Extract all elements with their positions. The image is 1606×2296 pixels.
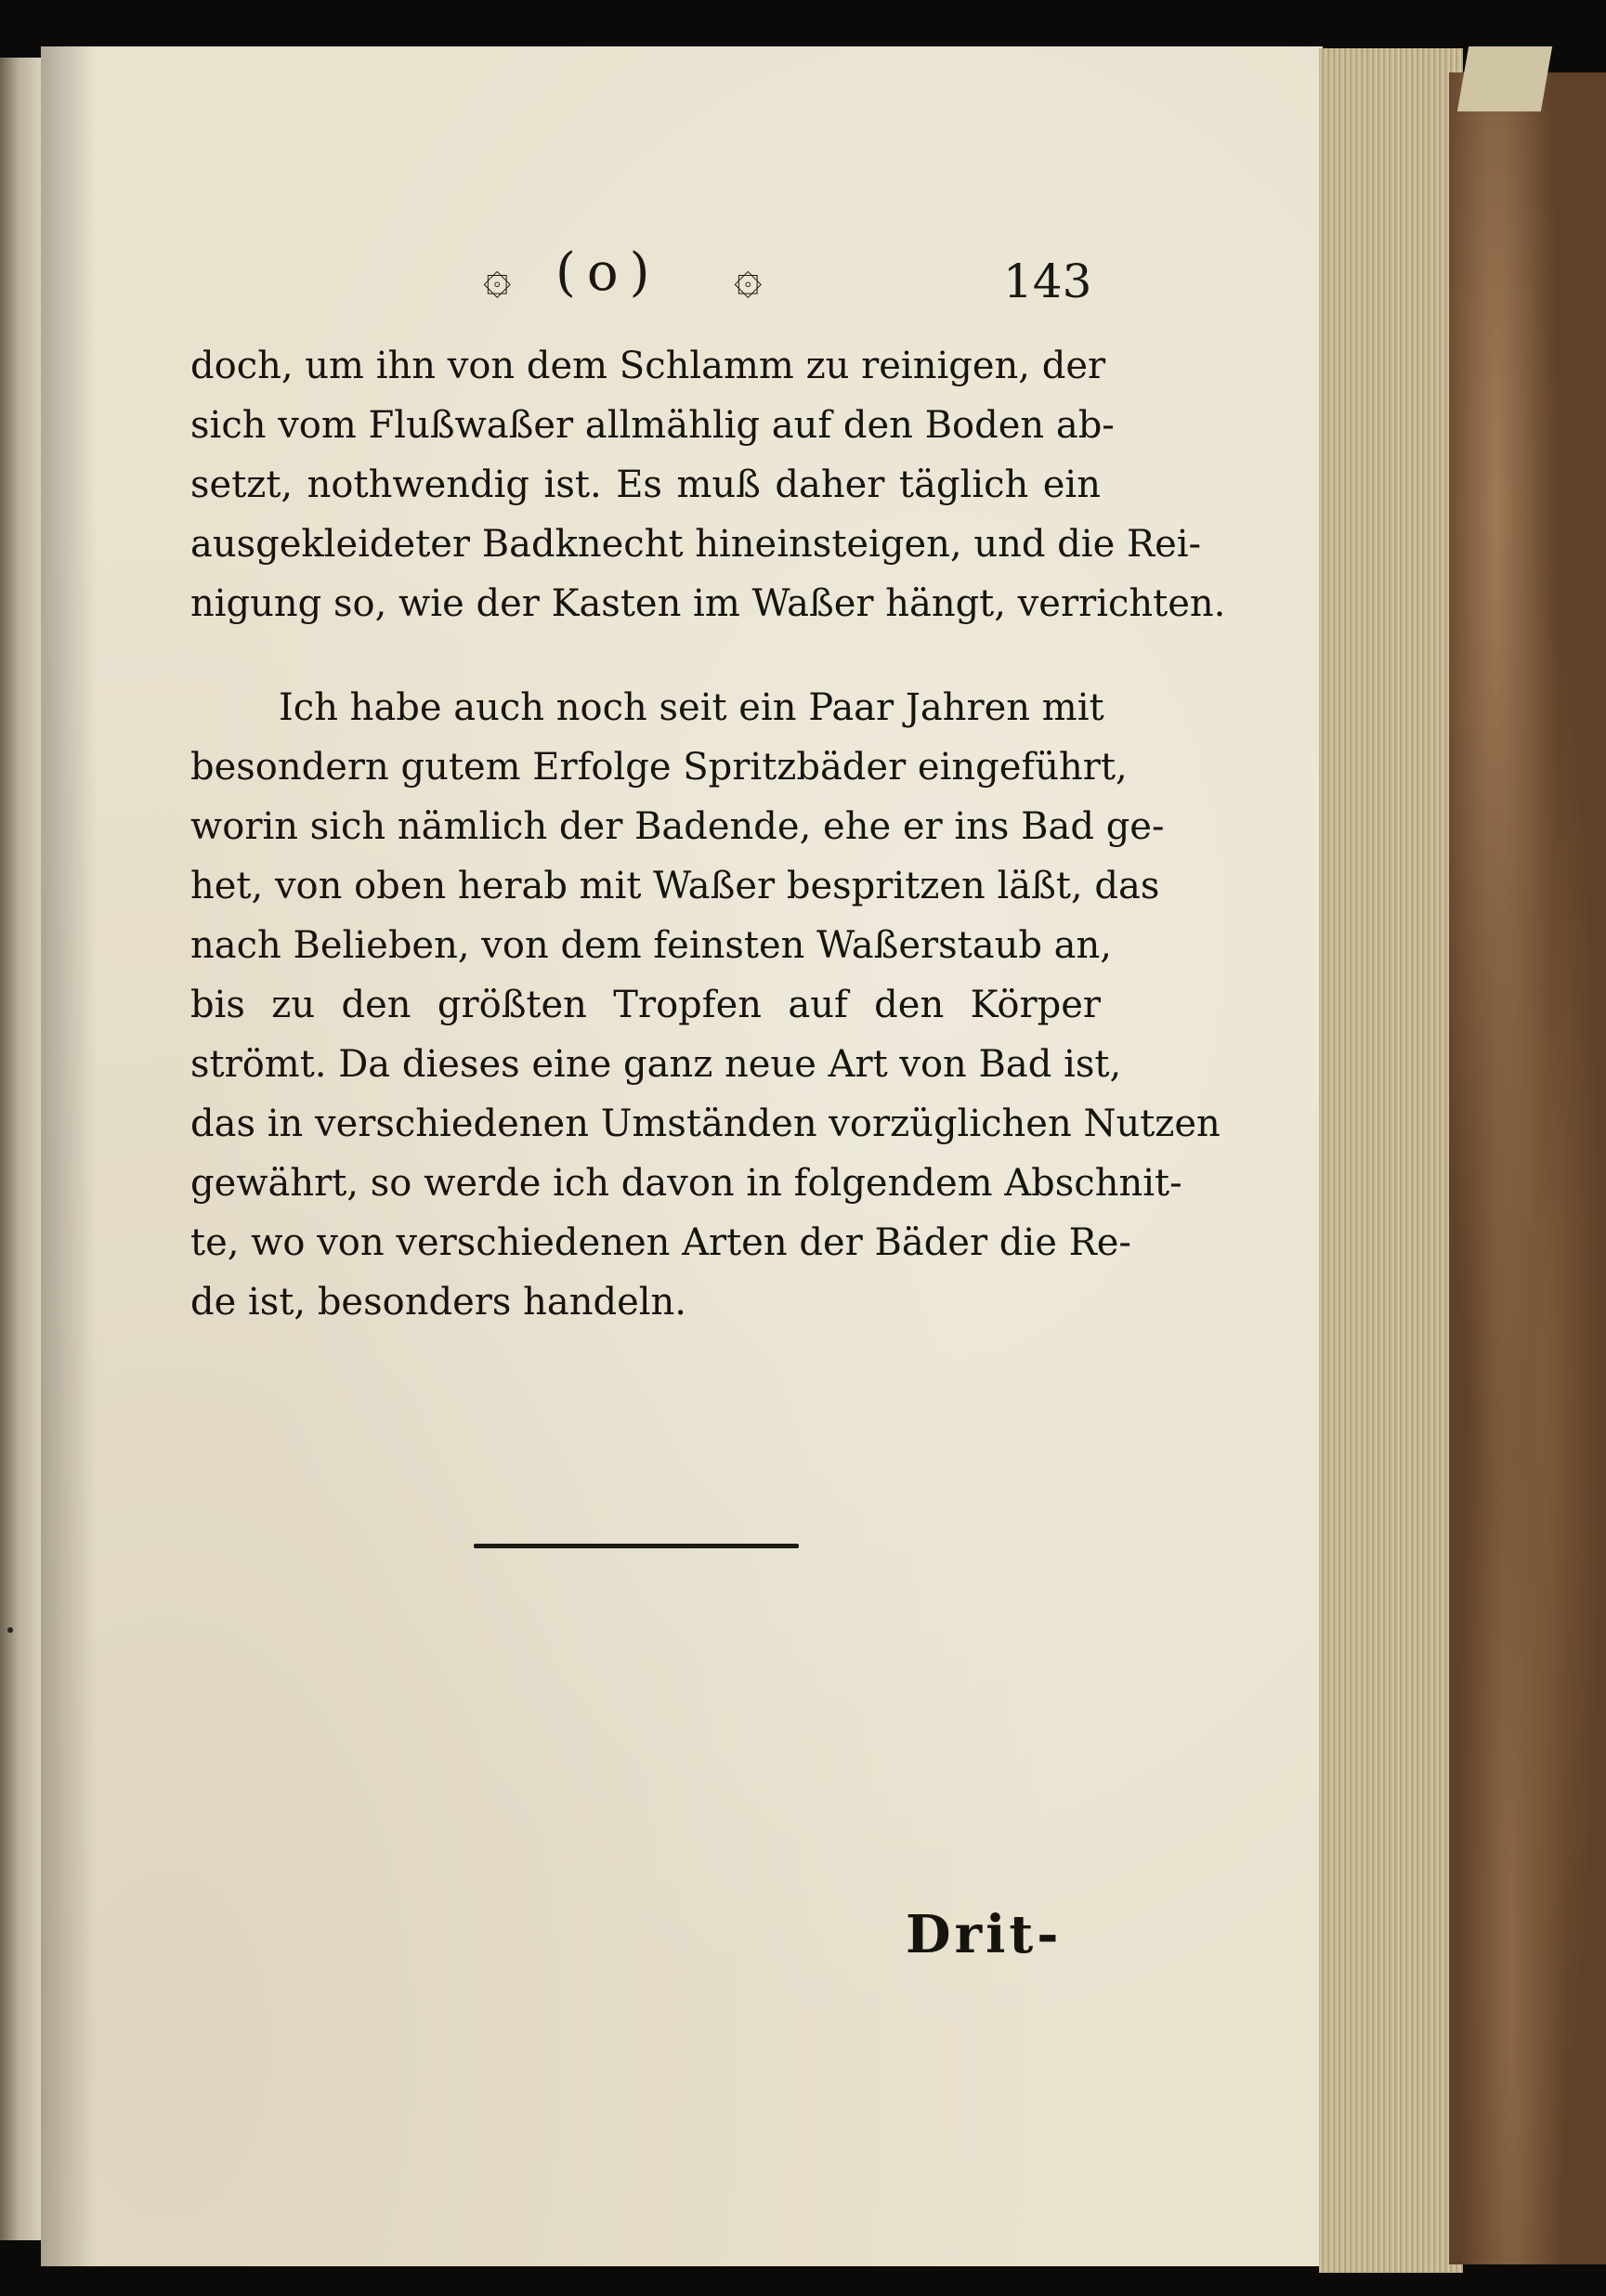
text-line: gewährt, so werde ich davon in folgendem Abschnit- (190, 1162, 1182, 1205)
ornament-left-icon: ۞ (483, 249, 512, 305)
header-center-mark: (o) (555, 242, 661, 303)
text-line: setzt, nothwendig ist. Es muß daher täglich ein (190, 463, 1101, 506)
paragraph-2 (190, 678, 1221, 1332)
section-divider-rule (474, 1544, 799, 1548)
page-block-edges (1319, 48, 1463, 2273)
paragraph-1 (190, 336, 1226, 633)
text-line: das in verschiedenen Umständen vorzüglichen Nutzen (190, 1102, 1221, 1145)
text-line: ausgekleideter Badknecht hineinsteigen, und die Rei- (190, 523, 1202, 566)
text-line: sich vom Flußwaßer allmählig auf den Boden ab- (190, 404, 1115, 447)
text-line: de ist, besonders handeln. (190, 1281, 687, 1324)
text-line: bis zu den größten Tropfen auf den Körper (190, 984, 1101, 1026)
gutter-shadow (41, 46, 97, 2266)
text-line: strömt. Da dieses eine ganz neue Art von Bad ist, (190, 1043, 1122, 1086)
catchword: Drit- (906, 1904, 1063, 1965)
text-line: Ich habe auch noch seit ein Paar Jahren mit (279, 686, 1104, 729)
text-line: besondern gutem Erfolge Spritzbäder eingeführt, (190, 746, 1128, 789)
text-line: het, von oben herab mit Waßer bespritzen läßt, das (190, 865, 1160, 907)
ink-speck (7, 1627, 13, 1633)
facing-page-edge (0, 58, 41, 2240)
text-line: worin sich nämlich der Badende, ehe er ins Bad ge- (190, 805, 1165, 848)
cover-corner (1457, 46, 1552, 111)
text-line: te, wo von verschiedenen Arten der Bäder die Re- (190, 1221, 1131, 1264)
ornament-right-icon: ۞ (734, 249, 763, 305)
running-header (483, 242, 938, 314)
text-line: nach Belieben, von dem feinsten Waßerstaub an, (190, 924, 1112, 967)
text-line: nigung so, wie der Kasten im Waßer hängt, verrichten. (190, 582, 1226, 625)
page-number: 143 (1003, 254, 1092, 308)
text-line: doch, um ihn von dem Schlamm zu reinigen, der (190, 345, 1106, 387)
marbled-cover (1449, 72, 1606, 2264)
